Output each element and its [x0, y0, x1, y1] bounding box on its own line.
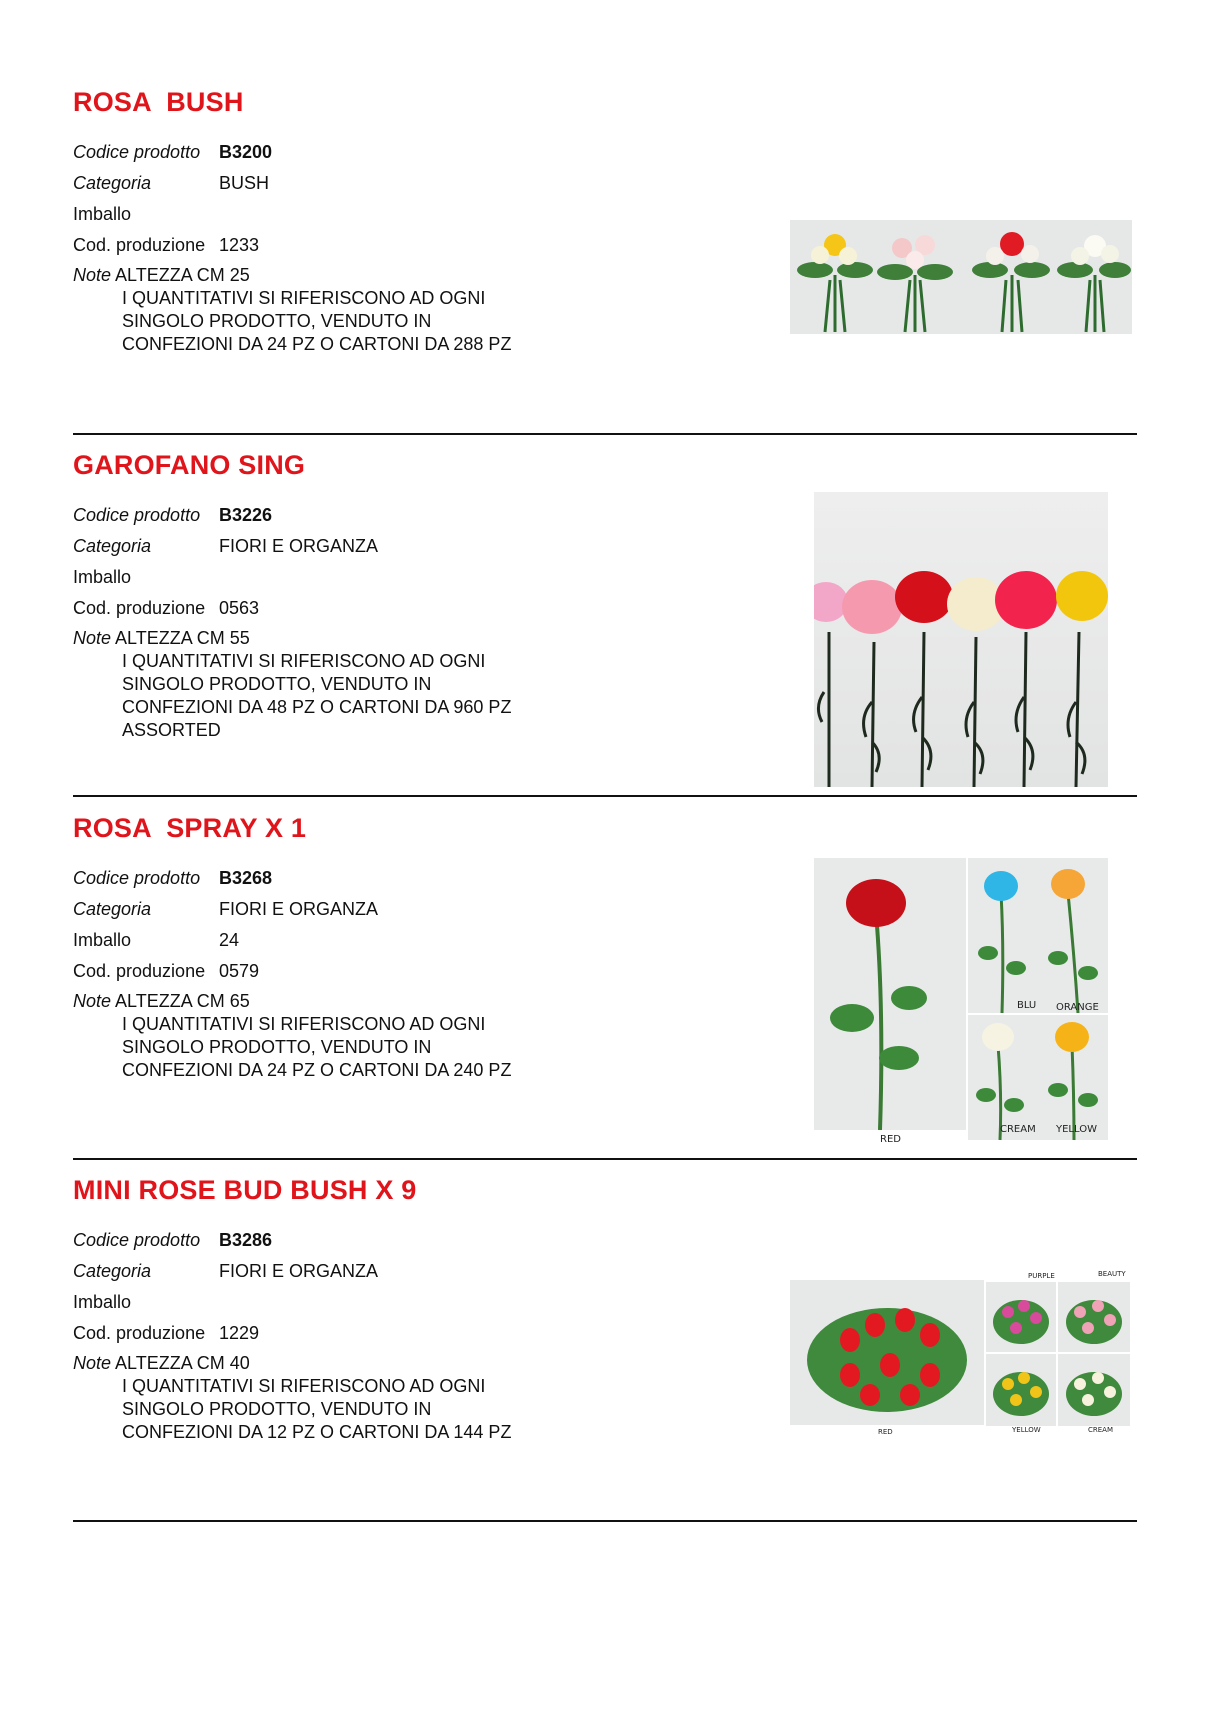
product-fields: [73, 863, 378, 987]
photo-caption: RED: [878, 1428, 893, 1436]
codice-label: Codice prodotto: [73, 142, 201, 162]
note-line: ASSORTED: [122, 720, 221, 740]
product-photo: [790, 220, 1132, 334]
photo-caption: YELLOW: [1012, 1426, 1041, 1434]
categoria-value: FIORI E ORGANZA: [219, 899, 379, 919]
note-line: ALTEZZA CM 65: [115, 991, 250, 1011]
photo-caption: PURPLE: [1028, 1272, 1055, 1280]
bush-yellow: [797, 234, 873, 332]
product-note: [73, 1352, 511, 1444]
photo-panel-orange: [1038, 858, 1108, 1013]
product-photo: [814, 492, 1108, 787]
categoria-label: Categoria: [73, 899, 152, 919]
note-line: CONFEZIONI DA 24 PZ O CARTONI DA 240 PZ: [122, 1060, 512, 1080]
product-title: GAROFANO SING: [73, 450, 306, 480]
note-label: Note: [73, 1353, 112, 1373]
product-photo: [790, 1270, 1130, 1440]
produzione-label: Cod. produzione: [73, 235, 206, 255]
categoria-label: Categoria: [73, 173, 152, 193]
product-note: [73, 264, 511, 356]
categoria-value: FIORI E ORGANZA: [219, 536, 379, 556]
note-line: I QUANTITATIVI SI RIFERISCONO AD OGNI: [122, 288, 486, 308]
carnations-illustration: [814, 492, 1108, 787]
photo-panel-blu: [968, 858, 1038, 1013]
photo-panel-beauty: [1058, 1282, 1130, 1352]
codice-value: B3286: [219, 1230, 273, 1250]
imballo-label: Imballo: [73, 930, 132, 950]
produzione-label: Cod. produzione: [73, 961, 206, 981]
produzione-value: 1229: [219, 1323, 260, 1343]
produzione-value: 0579: [219, 961, 260, 981]
product-note: [73, 627, 511, 742]
photo-panel-cream: [968, 1015, 1038, 1140]
produzione-label: Cod. produzione: [73, 1323, 206, 1343]
divider: [73, 1158, 1137, 1160]
note-line: I QUANTITATIVI SI RIFERISCONO AD OGNI: [122, 1014, 486, 1034]
codice-label: Codice prodotto: [73, 505, 201, 525]
categoria-value: FIORI E ORGANZA: [219, 1261, 379, 1281]
imballo-label: Imballo: [73, 204, 132, 224]
imballo-label: Imballo: [73, 567, 132, 587]
imballo-label: Imballo: [73, 1292, 132, 1312]
photo-caption: CREAM: [1000, 1124, 1036, 1135]
codice-label: Codice prodotto: [73, 868, 201, 888]
product-fields: [73, 137, 272, 261]
photo-caption: RED: [880, 1134, 901, 1145]
product-fields: [73, 1225, 378, 1349]
note-line: SINGOLO PRODOTTO, VENDUTO IN: [122, 1399, 432, 1419]
photo-caption: YELLOW: [1056, 1124, 1097, 1135]
photo-caption: ORANGE: [1056, 1002, 1099, 1013]
bush-bouquets-illustration: [790, 220, 1132, 334]
note-line: CONFEZIONI DA 48 PZ O CARTONI DA 960 PZ: [122, 697, 512, 717]
imballo-value: 24: [219, 930, 240, 950]
divider: [73, 1520, 1137, 1522]
product-title: ROSA BUSH: [73, 87, 244, 117]
categoria-label: Categoria: [73, 1261, 152, 1281]
note-line: SINGOLO PRODOTTO, VENDUTO IN: [122, 674, 432, 694]
carnation-yellow: [1056, 571, 1108, 621]
produzione-label: Cod. produzione: [73, 598, 206, 618]
bush-red: [972, 232, 1050, 332]
produzione-value: 0563: [219, 598, 260, 618]
note-line: I QUANTITATIVI SI RIFERISCONO AD OGNI: [122, 651, 486, 671]
note-line: CONFEZIONI DA 24 PZ O CARTONI DA 288 PZ: [122, 334, 512, 354]
note-line: ALTEZZA CM 55: [115, 628, 250, 648]
codice-label: Codice prodotto: [73, 1230, 201, 1250]
note-line: SINGOLO PRODOTTO, VENDUTO IN: [122, 1037, 432, 1057]
divider: [73, 795, 1137, 797]
photo-caption: CREAM: [1088, 1426, 1114, 1434]
carnation-pink: [842, 580, 902, 634]
photo-panel-cream: [1058, 1354, 1130, 1426]
note-label: Note: [73, 265, 112, 285]
note-label: Note: [73, 991, 112, 1011]
note-label: Note: [73, 628, 112, 648]
carnation-fuchsia: [995, 571, 1057, 629]
photo-panel-yellow: [986, 1354, 1056, 1426]
product-note: [73, 990, 511, 1082]
categoria-label: Categoria: [73, 536, 152, 556]
photo-caption: BLU: [1017, 1000, 1037, 1011]
photo-panel-red: [790, 1280, 984, 1425]
note-line: I QUANTITATIVI SI RIFERISCONO AD OGNI: [122, 1376, 486, 1396]
codice-value: B3200: [219, 142, 273, 162]
note-line: CONFEZIONI DA 12 PZ O CARTONI DA 144 PZ: [122, 1422, 512, 1442]
bush-pink: [877, 235, 953, 332]
product-title: ROSA SPRAY X 1: [73, 813, 307, 843]
divider: [73, 433, 1137, 435]
codice-value: B3268: [219, 868, 273, 888]
photo-caption: BEAUTY: [1098, 1270, 1126, 1278]
product-title: MINI ROSE BUD BUSH X 9: [73, 1175, 417, 1205]
produzione-value: 1233: [219, 235, 260, 255]
carnation-red: [895, 571, 953, 623]
note-line: ALTEZZA CM 40: [115, 1353, 250, 1373]
photo-panel-yellow: [1038, 1015, 1108, 1140]
product-fields: [73, 500, 378, 624]
codice-value: B3226: [219, 505, 273, 525]
note-line: SINGOLO PRODOTTO, VENDUTO IN: [122, 311, 432, 331]
photo-panel-red: [814, 858, 966, 1130]
photo-panel-purple: [986, 1282, 1056, 1352]
product-photo: [814, 858, 1108, 1148]
categoria-value: BUSH: [219, 173, 270, 193]
bush-white: [1057, 235, 1131, 332]
note-line: ALTEZZA CM 25: [115, 265, 250, 285]
